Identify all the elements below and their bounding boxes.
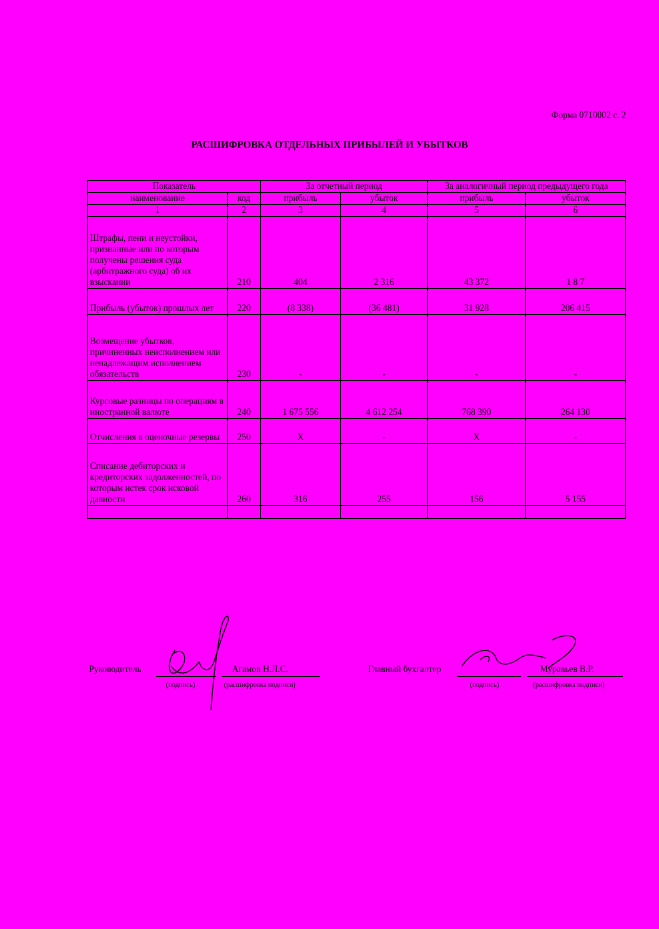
row-name: Прибыль (убыток) прошлых лет bbox=[88, 289, 228, 315]
row-code: 260 bbox=[228, 444, 261, 506]
table-row bbox=[88, 315, 626, 381]
row-profit-previous: 31 928 bbox=[428, 289, 526, 315]
row-profit-previous: - bbox=[428, 315, 526, 381]
accountant-signature bbox=[456, 628, 586, 678]
head-name-line bbox=[222, 676, 320, 677]
row-loss-current: 4 612 254 bbox=[341, 381, 428, 419]
row-loss-previous: - bbox=[526, 419, 626, 444]
accountant-name: Муравьев В.Р. bbox=[540, 664, 595, 674]
empty-row bbox=[88, 506, 626, 519]
row-loss-previous: 1 8 7 bbox=[526, 217, 626, 289]
column-number: 4 bbox=[341, 205, 428, 217]
row-name: Курсовые разницы по операциям в иностранной валюте bbox=[88, 381, 228, 419]
header-code: код bbox=[228, 193, 261, 205]
row-profit-previous: 768 390 bbox=[428, 381, 526, 419]
head-name: Агамов Н.Л.С. bbox=[232, 664, 289, 674]
row-profit-current: 316 bbox=[261, 444, 341, 506]
header-profit-previous: прибыль bbox=[428, 193, 526, 205]
row-code: 250 bbox=[228, 419, 261, 444]
row-loss-previous: 206 415 bbox=[526, 289, 626, 315]
page-title: РАСШИФРОВКА ОТДЕЛЬНЫХ ПРИБЫЛЕЙ И УБЫТКОВ bbox=[191, 140, 468, 151]
header-previous-period: За аналогичный период предыдущего года bbox=[428, 181, 626, 193]
row-name: Отчисления в оценочные резервы bbox=[88, 419, 228, 444]
row-code: 240 bbox=[228, 381, 261, 419]
header-name: наименование bbox=[88, 193, 228, 205]
head-sign-caption: (подпись) bbox=[166, 681, 196, 689]
table-header-row-1 bbox=[88, 181, 626, 193]
row-loss-current: 255 bbox=[341, 444, 428, 506]
accountant-sign-caption: (подпись) bbox=[470, 681, 500, 689]
row-loss-previous: 5 155 bbox=[526, 444, 626, 506]
table-row bbox=[88, 217, 626, 289]
row-profit-current: X bbox=[261, 419, 341, 444]
table-row bbox=[88, 444, 626, 506]
row-loss-current: - bbox=[341, 419, 428, 444]
head-label: Руководитель bbox=[89, 664, 142, 674]
header-profit-current: прибыль bbox=[261, 193, 341, 205]
table-row bbox=[88, 381, 626, 419]
header-loss-current: убыток bbox=[341, 193, 428, 205]
header-current-period: За отчетный период bbox=[261, 181, 428, 193]
row-name: Списание дебиторских и кредиторских задолженностей, по которым истек срок исковой давности bbox=[88, 444, 228, 506]
row-name: Штрафы, пени и неустойки, признанные или по которым получены решения суда (арбитражного суда) об их взыскании bbox=[88, 217, 228, 289]
row-profit-current: - bbox=[261, 315, 341, 381]
row-loss-current: 2 316 bbox=[341, 217, 428, 289]
accountant-name-caption: (расшифровка подписи) bbox=[533, 681, 605, 689]
column-number: 1 bbox=[88, 205, 228, 217]
column-number: 6 bbox=[526, 205, 626, 217]
row-loss-previous: 264 130 bbox=[526, 381, 626, 419]
column-number: 3 bbox=[261, 205, 341, 217]
row-loss-previous: - bbox=[526, 315, 626, 381]
header-indicator: Показатель bbox=[88, 181, 261, 193]
row-profit-current: 1 675 556 bbox=[261, 381, 341, 419]
row-profit-current: 404 bbox=[261, 217, 341, 289]
report-table bbox=[87, 180, 626, 519]
row-loss-current: (36 481) bbox=[341, 289, 428, 315]
header-loss-previous: убыток bbox=[526, 193, 626, 205]
row-profit-previous: 156 bbox=[428, 444, 526, 506]
column-number: 2 bbox=[228, 205, 261, 217]
form-code: Форма 0710002 с. 2 bbox=[551, 110, 626, 120]
column-number: 5 bbox=[428, 205, 526, 217]
table-header-row-3 bbox=[88, 205, 626, 217]
accountant-label: Главный бухгалтер bbox=[368, 664, 442, 674]
row-code: 220 bbox=[228, 289, 261, 315]
row-name: Возмещение убытков, причиненных неисполнением или ненадлежащим исполнением обязательств bbox=[88, 315, 228, 381]
table-row bbox=[88, 289, 626, 315]
table-header-row-2 bbox=[88, 193, 626, 205]
row-code: 230 bbox=[228, 315, 261, 381]
head-signature bbox=[155, 610, 235, 715]
row-loss-current: - bbox=[341, 315, 428, 381]
table-row bbox=[88, 419, 626, 444]
head-name-caption: (расшифровка подписи) bbox=[224, 681, 296, 689]
row-profit-previous: 43 372 bbox=[428, 217, 526, 289]
row-code: 210 bbox=[228, 217, 261, 289]
row-profit-current: (8 338) bbox=[261, 289, 341, 315]
row-profit-previous: X bbox=[428, 419, 526, 444]
